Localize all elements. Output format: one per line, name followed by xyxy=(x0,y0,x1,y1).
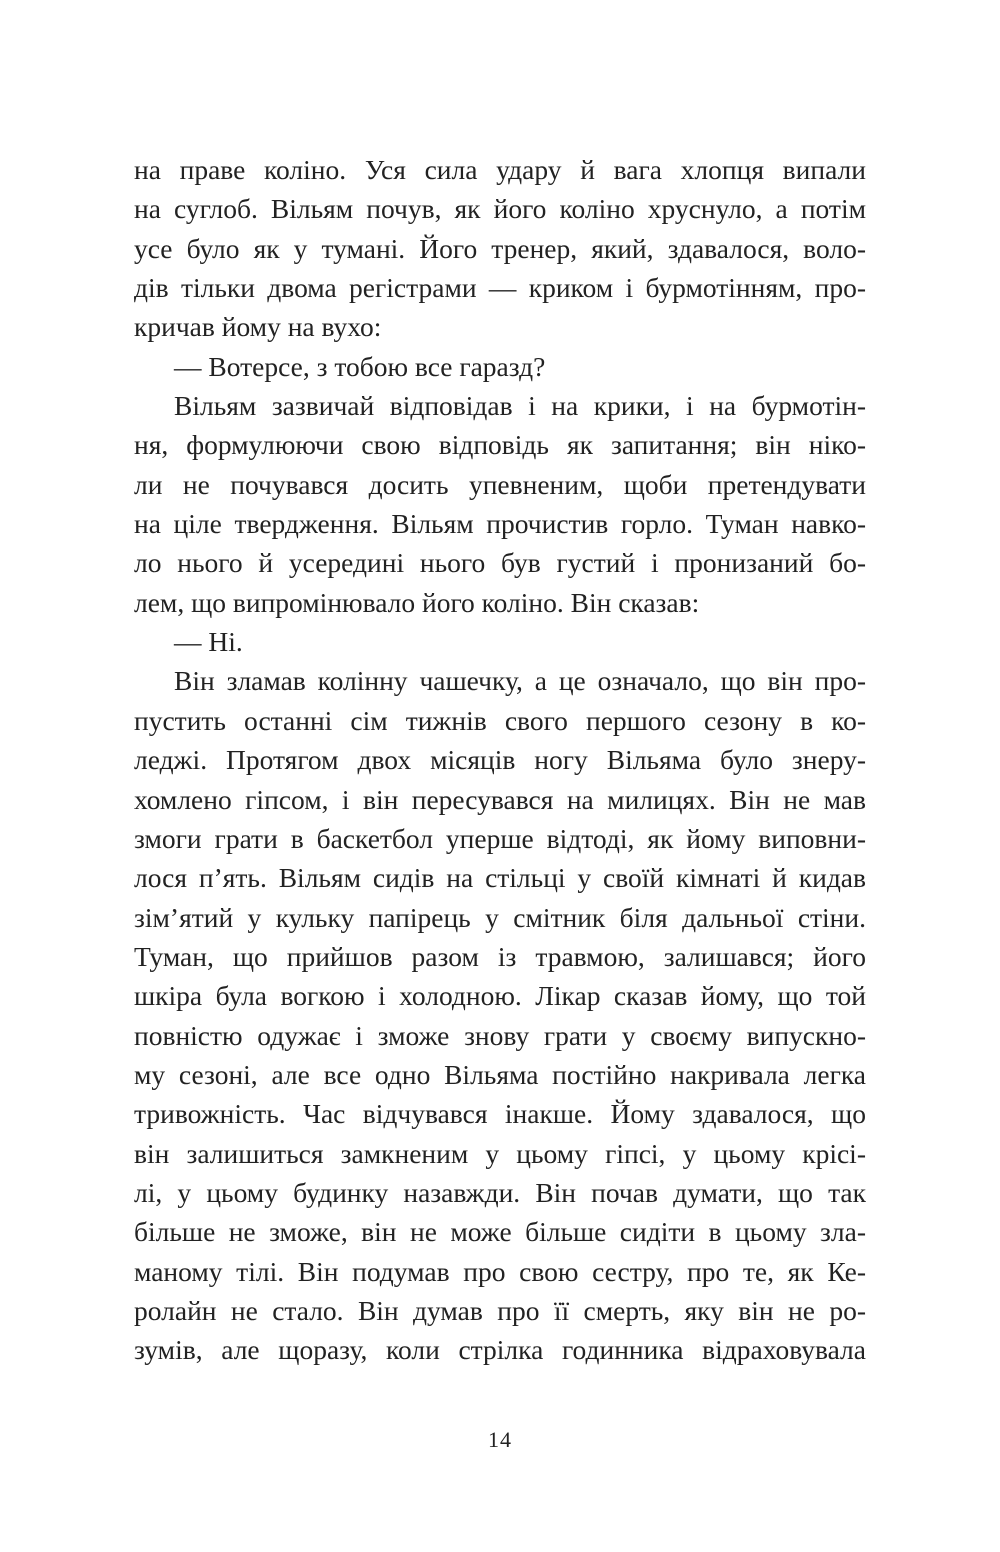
text-line: ло нього й усередині нього був густий і пронизаний бо- xyxy=(134,547,866,579)
text-line: ли не почувався досить упевненим, щоби претендувати xyxy=(134,468,866,500)
body-text xyxy=(134,150,866,1370)
text-line: на суглоб. Вільям почув, як його коліно хруснуло, а потім xyxy=(134,193,866,225)
text-line: більше не зможе, він не може більше сидіти в цьому зла- xyxy=(134,1216,866,1248)
text-line: — Вотерсе, з тобою все гаразд? xyxy=(174,350,546,382)
text-line: шкіра була вогкою і холодною. Лікар сказав йому, що той xyxy=(134,980,866,1012)
text-line: тривожність. Час відчувався інакше. Йому здавалося, що xyxy=(134,1098,866,1130)
text-line: Він зламав колінну чашечку, а це означало, що він про- xyxy=(174,665,866,697)
text-line: на ціле твердження. Вільям прочистив горло. Туман навко- xyxy=(134,508,866,540)
text-line: пустить останні сім тижнів свого першого сезону в ко- xyxy=(134,704,866,736)
text-line: кричав йому на вухо: xyxy=(134,311,382,343)
text-line: змоги грати в баскетбол уперше відтоді, як йому виповни- xyxy=(134,822,866,854)
text-line: Вільям зазвичай відповідав і на крики, і на бурмотін- xyxy=(174,390,866,422)
text-line: лося п’ять. Вільям сидів на стільці у своїй кімнаті й кидав xyxy=(134,862,866,894)
text-line: дів тільки двома регістрами — криком і бурмотінням, про- xyxy=(134,272,866,304)
text-line: му сезоні, але все одно Вільяма постійно накривала легка xyxy=(134,1058,866,1090)
text-line: на праве коліно. Уся сила удару й вага хлопця випали xyxy=(134,154,866,185)
text-line: хомлено гіпсом, і він пересувався на милицях. Він не мав xyxy=(134,783,866,815)
text-line: маному тілі. Він подумав про свою сестру, про те, як Ке- xyxy=(134,1255,866,1287)
text-line: лем, що випромінювало його коліно. Він сказав: xyxy=(134,586,700,618)
text-line: усе було як у тумані. Його тренер, який, здавалося, воло- xyxy=(134,232,866,264)
text-line: зім’ятий у кульку папірець у смітник біля дальньої стіни. xyxy=(134,901,866,933)
text-line: леджі. Протягом двох місяців ногу Вільяма було знеру- xyxy=(134,744,866,776)
text-line: повністю одужає і зможе знову грати у своєму випускно- xyxy=(134,1019,866,1051)
text-line: ролайн не стало. Він думав про її смерть, яку він не ро- xyxy=(134,1294,866,1326)
page-number: 14 xyxy=(488,1427,512,1452)
text-line: зумів, але щоразу, коли стрілка годинника відраховувала xyxy=(134,1334,866,1366)
text-line: ня, формулюючи свою відповідь як запитання; він ніко- xyxy=(134,429,866,461)
text-line: він залишиться замкненим у цьому гіпсі, у цьому крісі- xyxy=(134,1137,866,1169)
text-line: лі, у цьому будинку назавжди. Він почав думати, що так xyxy=(134,1176,866,1208)
text-line: — Ні. xyxy=(174,626,243,658)
text-line: Туман, що прийшов разом із травмою, залишався; його xyxy=(134,940,866,972)
